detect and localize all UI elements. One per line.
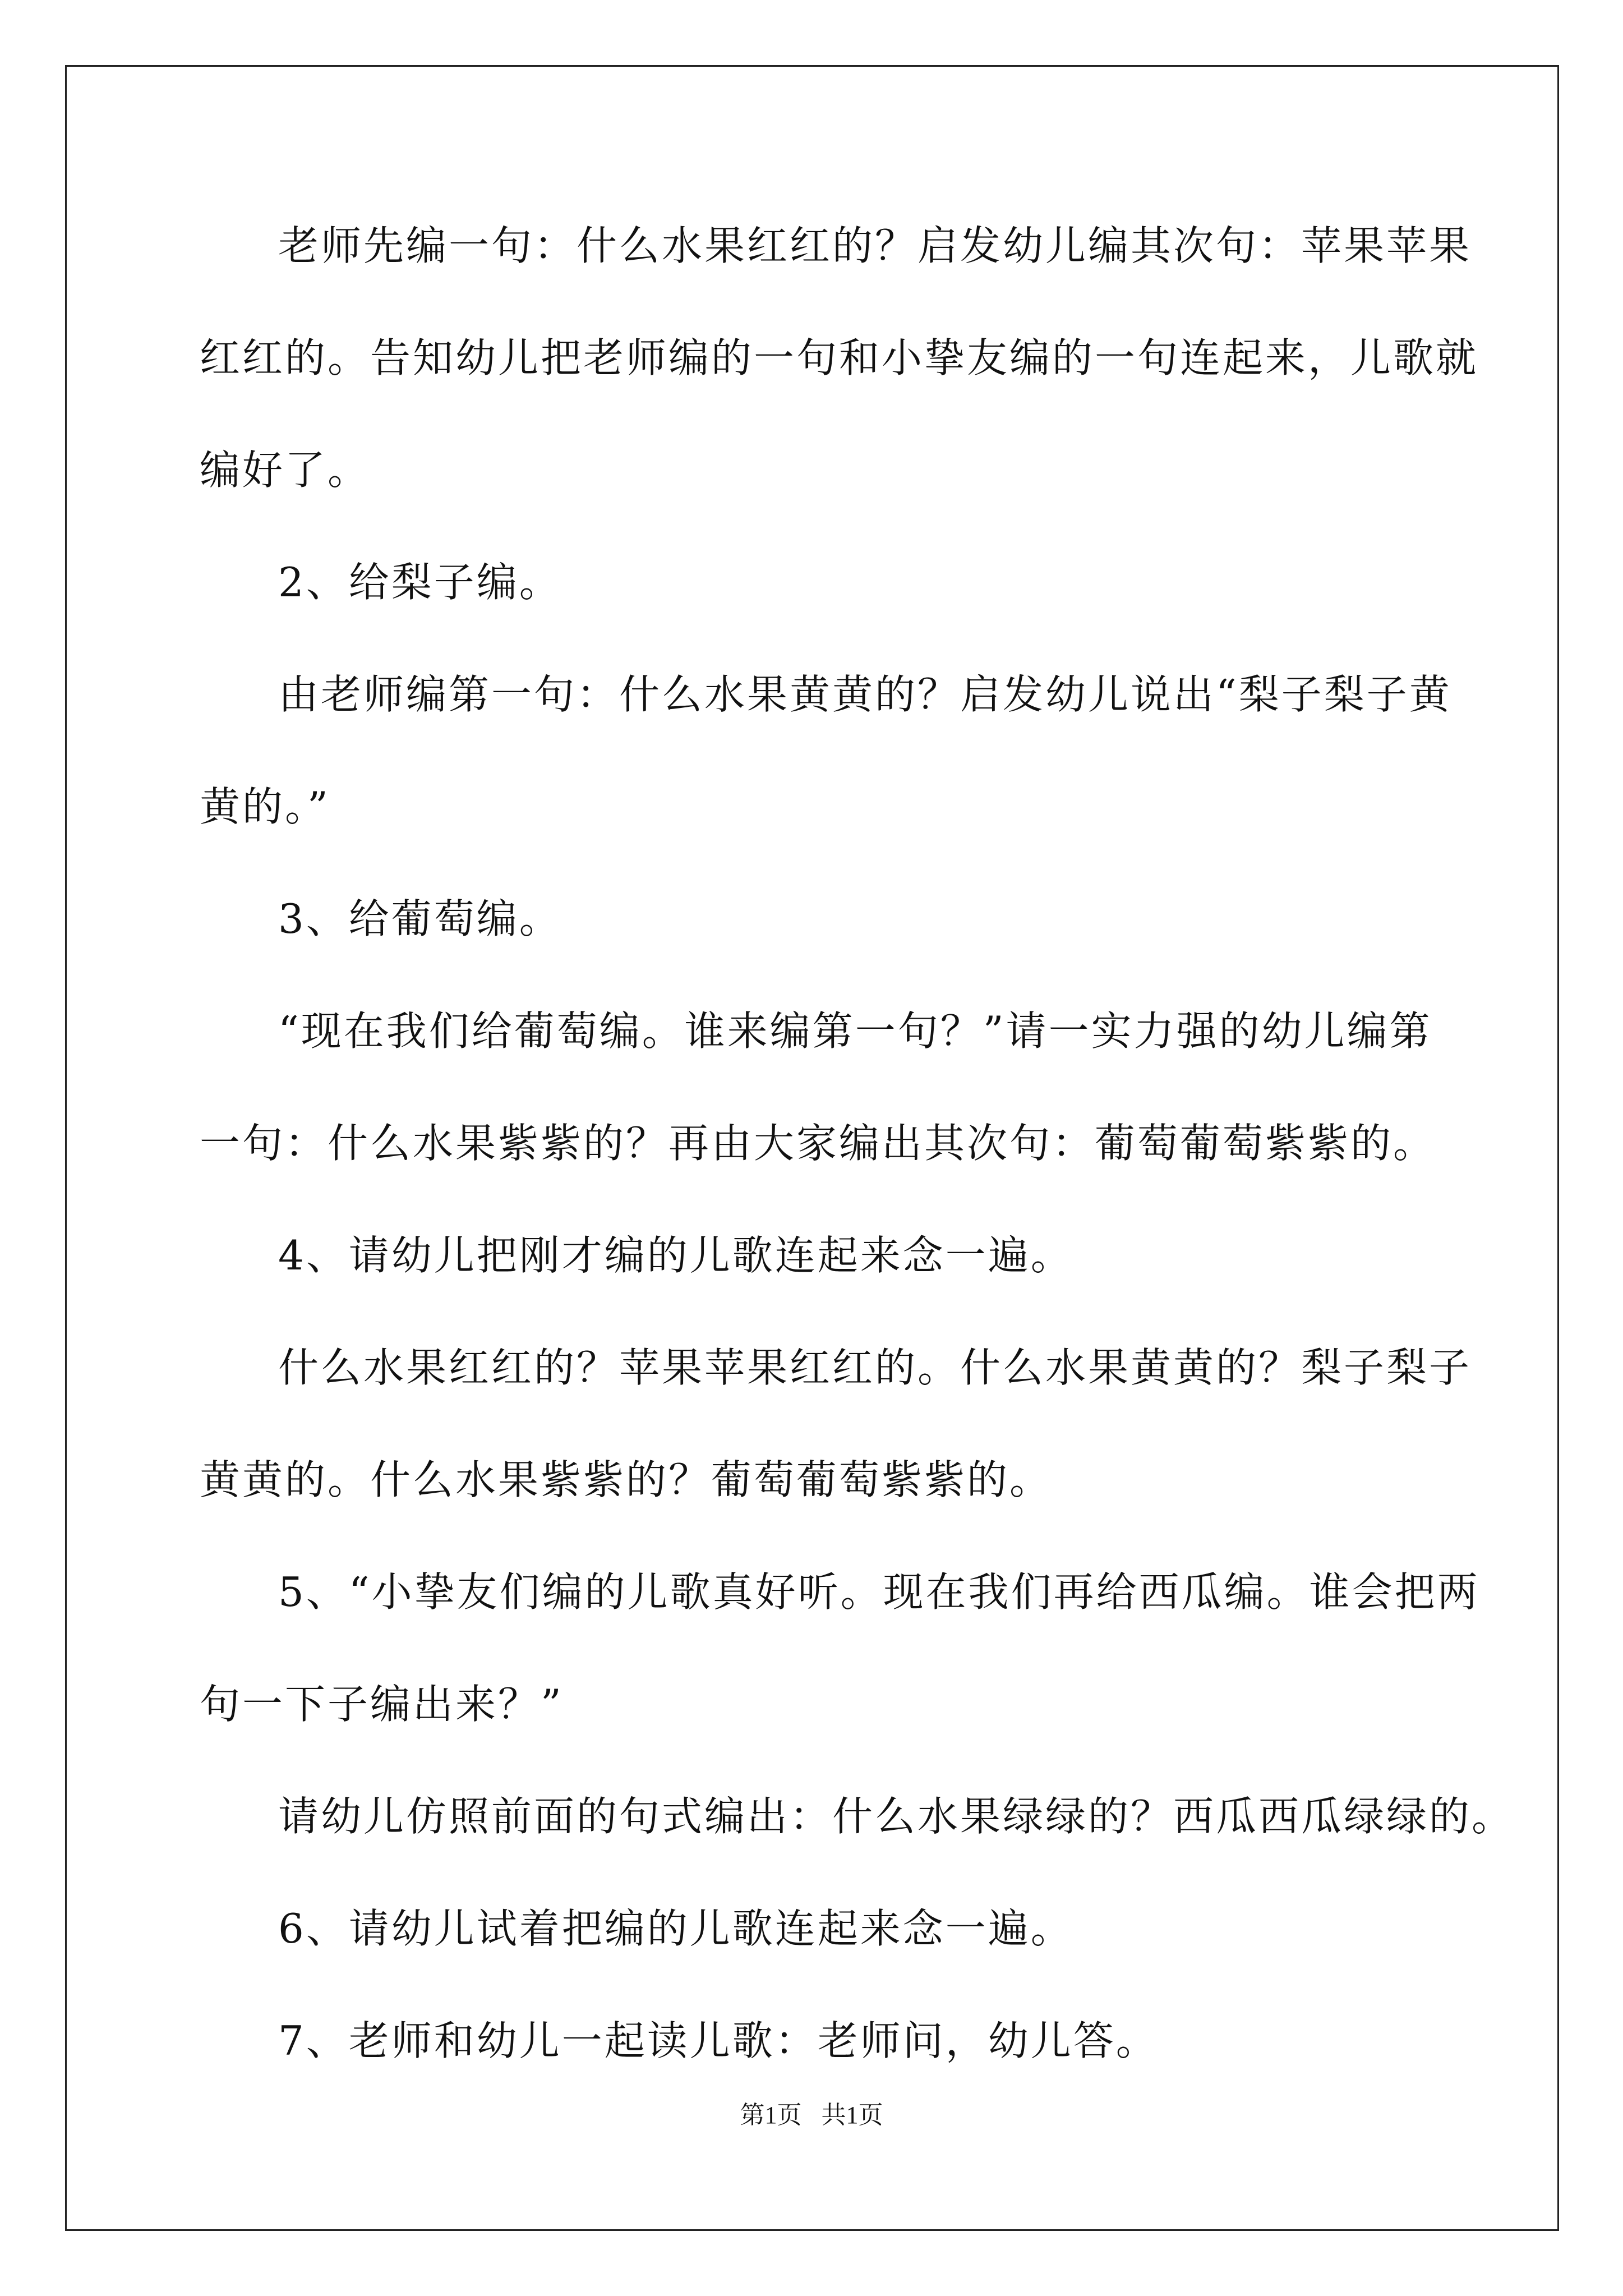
step-heading: 5、“小挚友们编的儿歌真好听。现在我们再给西瓜编。谁会把两 — [278, 1568, 1480, 1616]
paragraph-line: 黄黄的。什么水果紫紫的？葡萄葡萄紫紫的。 — [200, 1456, 1053, 1503]
paragraph-line: 黄的。” — [200, 783, 330, 830]
paragraph-line: 老师先编一句：什么水果红红的？启发幼儿编其次句：苹果苹果 — [278, 222, 1472, 269]
paragraph-line: 什么水果红红的？苹果苹果红红的。什么水果黄黄的？梨子梨子 — [278, 1344, 1472, 1391]
step-heading: 7、老师和幼儿一起读儿歌：老师问，幼儿答。 — [278, 2017, 1159, 2064]
step-heading: 3、给葡萄编。 — [278, 895, 562, 942]
step-heading: 2、给梨子编。 — [278, 559, 562, 606]
paragraph-line: 句一下子编出来？” — [200, 1681, 564, 1728]
paragraph-line: 一句：什么水果紫紫的？再由大家编出其次句：葡萄葡萄紫紫的。 — [200, 1120, 1436, 1167]
page-number: 第1页 — [740, 2101, 802, 2129]
step-heading: 6、请幼儿试着把编的儿歌连起来念一遍。 — [278, 1905, 1073, 1952]
paragraph-line: 红红的。告知幼儿把老师编的一句和小挚友编的一句连起来，儿歌就 — [200, 334, 1479, 381]
step-heading: 4、请幼儿把刚才编的儿歌连起来念一遍。 — [278, 1232, 1073, 1279]
paragraph-line: 请幼儿仿照前面的句式编出：什么水果绿绿的？西瓜西瓜绿绿的。 — [278, 1793, 1515, 1840]
page-footer — [0, 2095, 1623, 2131]
paragraph-line: 编好了。 — [200, 447, 371, 494]
paragraph-line: “现在我们给葡萄编。谁来编第一句？”请一实力强的幼儿编第 — [278, 1007, 1432, 1055]
paragraph-line: 由老师编第一句：什么水果黄黄的？启发幼儿说出“梨子梨子黄 — [278, 671, 1452, 718]
page-total: 共1页 — [821, 2101, 883, 2129]
